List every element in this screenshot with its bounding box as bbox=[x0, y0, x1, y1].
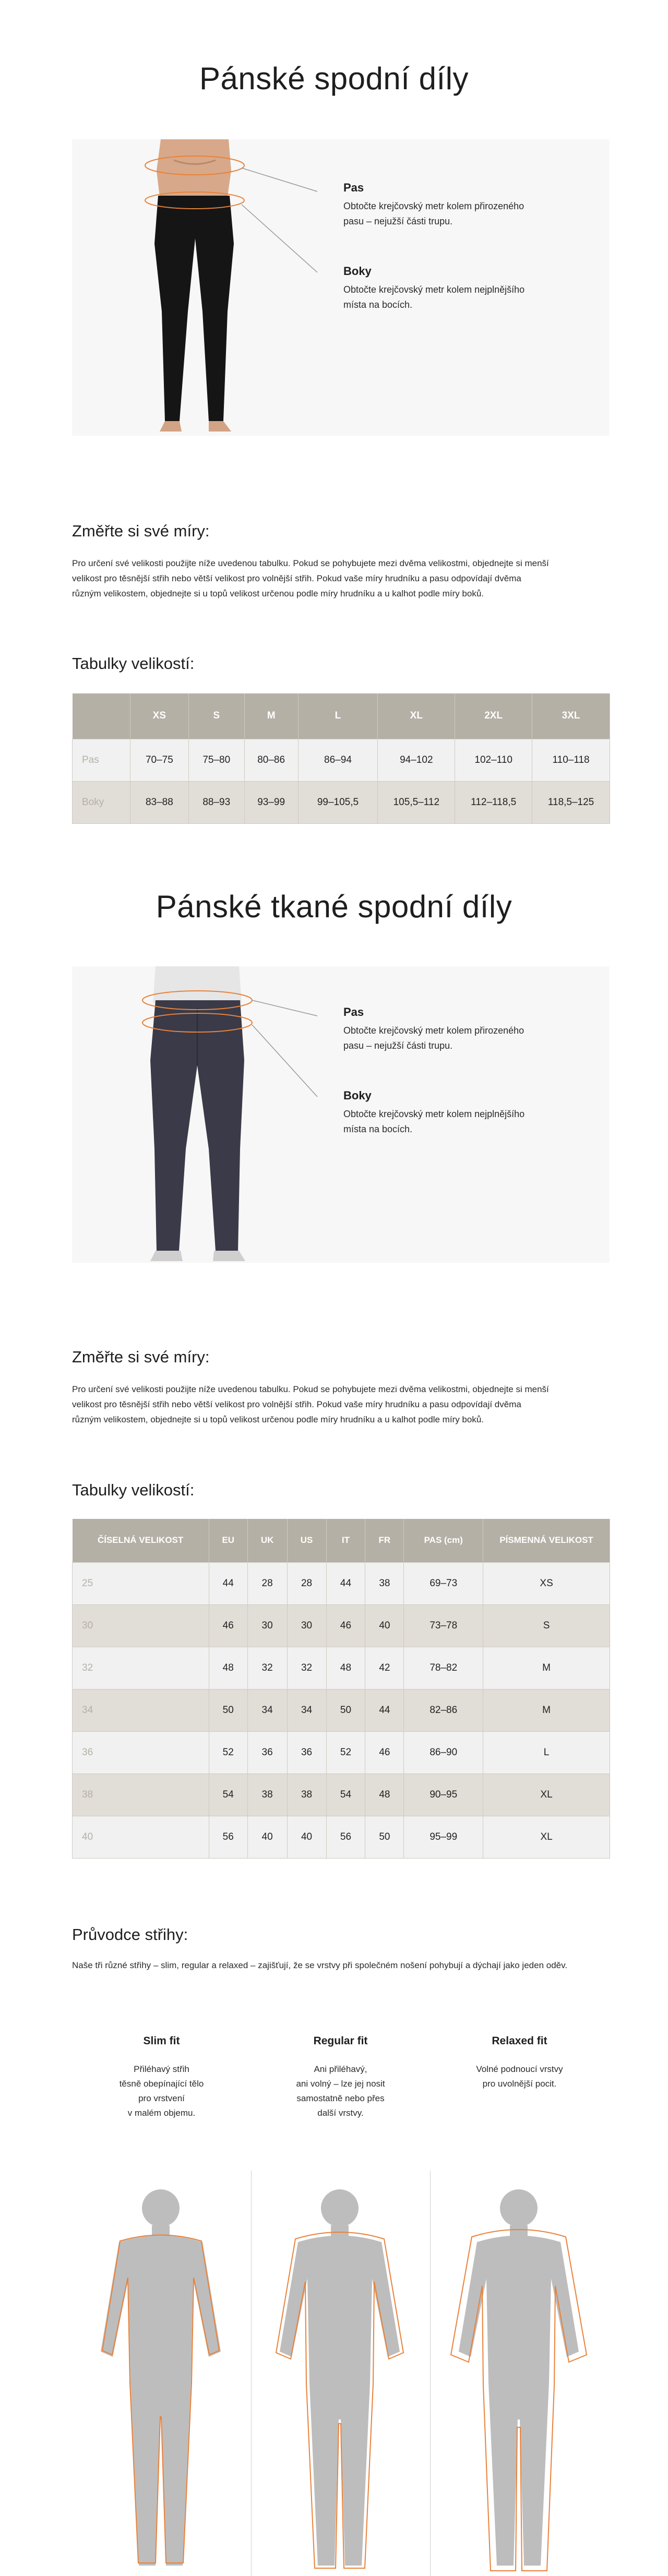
table-row-label: 38 bbox=[73, 1774, 209, 1816]
table-header-cell: 3XL bbox=[532, 693, 610, 739]
table-row-label: 40 bbox=[73, 1816, 209, 1858]
fit-silhouettes bbox=[72, 2179, 610, 2576]
callout-hips-title: Boky bbox=[343, 1089, 372, 1102]
table-row bbox=[73, 1562, 610, 1604]
table-row-label: Boky bbox=[73, 781, 130, 823]
table-cell: 56 bbox=[209, 1816, 247, 1858]
table-cell: 102–110 bbox=[455, 739, 532, 781]
size-tables-heading-2: Tabulky velikostí: bbox=[72, 1481, 195, 1499]
table-cell: 36 bbox=[287, 1731, 326, 1774]
table-cell: 90–95 bbox=[404, 1774, 483, 1816]
table-header-cell: IT bbox=[326, 1519, 365, 1562]
size-table-woven-bottoms bbox=[72, 1519, 610, 1859]
measure-text: Pro určení své velikosti použijte níže uvedenou tabulku. Pokud se pohybujete mezi dvěma velikostmi, objednejte si menší velikost pro těsnější střih nebo větší velikost pro volnější střih. Pokud vaše míry hrudníku a pasu odpovídají dvěma různým velikostem, objednejte si u topů velikost určenou podle míry hrudníku a u kalhot podle míry boků. bbox=[72, 558, 549, 598]
table-cell: 52 bbox=[326, 1731, 365, 1774]
table-cell: 40 bbox=[287, 1816, 326, 1858]
callout-hips bbox=[343, 265, 563, 313]
table-cell: 110–118 bbox=[532, 739, 610, 781]
table-cell: 93–99 bbox=[244, 781, 298, 823]
table-cell: XS bbox=[483, 1562, 610, 1604]
table-cell: 56 bbox=[326, 1816, 365, 1858]
regular-fit-silhouette bbox=[276, 2189, 403, 2568]
fit-slim-title: Slim fit bbox=[143, 2035, 180, 2047]
table-cell: 86–94 bbox=[298, 739, 378, 781]
measure-heading: Změřte si své míry: bbox=[72, 522, 210, 540]
table-cell: 38 bbox=[365, 1562, 404, 1604]
table-row-label: 36 bbox=[73, 1731, 209, 1774]
table-cell: S bbox=[483, 1604, 610, 1647]
table-row bbox=[73, 739, 610, 781]
table-cell: 52 bbox=[209, 1731, 247, 1774]
table-cell: 32 bbox=[287, 1647, 326, 1689]
table-cell: 94–102 bbox=[378, 739, 455, 781]
fit-relaxed-line: pro uvolnější pocit. bbox=[482, 2079, 557, 2089]
fit-relaxed-title: Relaxed fit bbox=[492, 2035, 547, 2047]
table-header-row bbox=[73, 1519, 610, 1562]
measure-text-2: Pro určení své velikosti použijte níže uvedenou tabulku. Pokud se pohybujete mezi dvěma velikostmi, objednejte si menší velikost pro těsnější střih nebo větší velikost pro volnější střih. Pokud vaše míry hrudníku a pasu odpovídají dvěma různým velikostem, objednejte si u topů velikost určenou podle míry hrudníku a u kalhot podle míry boků. bbox=[72, 1384, 549, 1424]
fit-slim bbox=[72, 2035, 251, 2120]
table-row bbox=[73, 781, 610, 823]
table-cell: L bbox=[483, 1731, 610, 1774]
fit-guide-heading: Průvodce střihy: bbox=[72, 1925, 188, 1944]
table-header-cell: XS bbox=[130, 693, 188, 739]
table-cell: 112–118,5 bbox=[455, 781, 532, 823]
table-row-label: 34 bbox=[73, 1689, 209, 1731]
table-header-cell: 2XL bbox=[455, 693, 532, 739]
table-cell: 70–75 bbox=[130, 739, 188, 781]
table-cell: 30 bbox=[287, 1604, 326, 1647]
relaxed-fit-silhouette bbox=[451, 2189, 587, 2571]
fit-slim-line: v malém objemu. bbox=[127, 2108, 196, 2118]
table-header-cell: EU bbox=[209, 1519, 247, 1562]
table-cell: 73–78 bbox=[404, 1604, 483, 1647]
callout-hips-title: Boky bbox=[343, 265, 372, 278]
table-cell: 105,5–112 bbox=[378, 781, 455, 823]
fit-slim-line: těsně obepínající tělo bbox=[119, 2079, 204, 2089]
table-cell: 48 bbox=[209, 1647, 247, 1689]
table-row bbox=[73, 1731, 610, 1774]
table-cell: XL bbox=[483, 1816, 610, 1858]
table-cell: M bbox=[483, 1647, 610, 1689]
slim-fit-silhouette bbox=[101, 2189, 221, 2566]
fit-guide-columns bbox=[72, 2035, 610, 2576]
table-cell: 44 bbox=[326, 1562, 365, 1604]
table-cell: 28 bbox=[247, 1562, 287, 1604]
fit-guide-text: Naše tři různé střihy – slim, regular a relaxed – zajišťují, že se vrstvy při společném nošení pohybují a dýchají jako jeden oděv. bbox=[72, 1960, 568, 1970]
table-cell: 69–73 bbox=[404, 1562, 483, 1604]
table-row bbox=[73, 1774, 610, 1816]
table-row-label: Pas bbox=[73, 739, 130, 781]
table-cell: 86–90 bbox=[404, 1731, 483, 1774]
section-title-bottoms: Pánské spodní díly bbox=[199, 61, 469, 96]
table-header-cell bbox=[73, 693, 130, 739]
table-cell: 30 bbox=[247, 1604, 287, 1647]
table-cell: 46 bbox=[326, 1604, 365, 1647]
section-title-woven-bottoms: Pánské tkané spodní díly bbox=[156, 889, 512, 924]
table-header-cell: US bbox=[287, 1519, 326, 1562]
leggings-figure bbox=[72, 139, 610, 436]
table-cell: 78–82 bbox=[404, 1647, 483, 1689]
table-cell: 34 bbox=[247, 1689, 287, 1731]
table-header-cell: FR bbox=[365, 1519, 404, 1562]
callout-waist-2 bbox=[343, 1005, 563, 1053]
table-cell: 34 bbox=[287, 1689, 326, 1731]
table-header-cell: L bbox=[298, 693, 378, 739]
table-cell: 48 bbox=[365, 1774, 404, 1816]
callout-waist-text: Obtočte krejčovský metr kolem přirozeného pasu – nejužší části trupu. bbox=[343, 201, 524, 226]
table-cell: 38 bbox=[287, 1774, 326, 1816]
table-cell: 50 bbox=[365, 1816, 404, 1858]
callout-hips-text: Obtočte krejčovský metr kolem nejplnějšího místa na bocích. bbox=[343, 284, 525, 310]
table-cell: 75–80 bbox=[188, 739, 244, 781]
table-cell: 44 bbox=[209, 1562, 247, 1604]
table-cell: 50 bbox=[326, 1689, 365, 1731]
table-header-cell: XL bbox=[378, 693, 455, 739]
callout-hips-2 bbox=[343, 1089, 563, 1137]
table-header-cell: UK bbox=[247, 1519, 287, 1562]
fit-relaxed-line: Volné podnoucí vrstvy bbox=[476, 2064, 563, 2074]
table-row-label: 25 bbox=[73, 1562, 209, 1604]
table-row-label: 32 bbox=[73, 1647, 209, 1689]
fit-regular-line: další vrstvy. bbox=[317, 2108, 364, 2118]
table-cell: 80–86 bbox=[244, 739, 298, 781]
callout-waist-text: Obtočte krejčovský metr kolem přirozeného pasu – nejužší části trupu. bbox=[343, 1025, 524, 1051]
fit-regular-line: samostatně nebo přes bbox=[296, 2093, 385, 2103]
table-cell: 32 bbox=[247, 1647, 287, 1689]
table-cell: 50 bbox=[209, 1689, 247, 1731]
measure-heading-2: Změřte si své míry: bbox=[72, 1348, 210, 1366]
table-cell: 48 bbox=[326, 1647, 365, 1689]
table-cell: 118,5–125 bbox=[532, 781, 610, 823]
table-cell: 46 bbox=[209, 1604, 247, 1647]
table-header-cell: PAS (cm) bbox=[404, 1519, 483, 1562]
table-cell: 46 bbox=[365, 1731, 404, 1774]
table-cell: 54 bbox=[209, 1774, 247, 1816]
table-cell: 83–88 bbox=[130, 781, 188, 823]
callout-hips-text: Obtočte krejčovský metr kolem nejplnějšího místa na bocích. bbox=[343, 1109, 525, 1134]
callout-waist-title: Pas bbox=[343, 1005, 364, 1019]
table-cell: 36 bbox=[247, 1731, 287, 1774]
size-tables-heading: Tabulky velikostí: bbox=[72, 654, 195, 673]
fit-relaxed bbox=[430, 2035, 609, 2091]
table-cell: 28 bbox=[287, 1562, 326, 1604]
table-header-cell: S bbox=[188, 693, 244, 739]
table-cell: 99–105,5 bbox=[298, 781, 378, 823]
fit-slim-line: pro vrstvení bbox=[138, 2093, 185, 2103]
table-cell: 40 bbox=[365, 1604, 404, 1647]
table-cell: 44 bbox=[365, 1689, 404, 1731]
trousers-figure bbox=[72, 966, 610, 1263]
fit-slim-line: Přiléhavý střih bbox=[134, 2064, 189, 2074]
table-header-cell: PÍSMENNÁ VELIKOST bbox=[483, 1519, 610, 1562]
fit-regular-title: Regular fit bbox=[313, 2035, 368, 2047]
callout-waist-title: Pas bbox=[343, 181, 364, 194]
fit-regular-line: ani volný – lze jej nosit bbox=[296, 2079, 385, 2089]
table-cell: XL bbox=[483, 1774, 610, 1816]
size-table-bottoms bbox=[72, 693, 610, 824]
table-cell: 42 bbox=[365, 1647, 404, 1689]
callout-waist bbox=[343, 181, 563, 229]
table-cell: 40 bbox=[247, 1816, 287, 1858]
table-header-row bbox=[73, 693, 610, 739]
table-header-cell: M bbox=[244, 693, 298, 739]
table-cell: M bbox=[483, 1689, 610, 1731]
size-table-2-wrap bbox=[0, 1519, 610, 1859]
table-row bbox=[73, 1816, 610, 1858]
fit-regular-line: Ani přiléhavý, bbox=[314, 2064, 367, 2074]
table-cell: 88–93 bbox=[188, 781, 244, 823]
table-row bbox=[73, 1689, 610, 1731]
table-header-cell: ČÍSELNÁ VELIKOST bbox=[73, 1519, 209, 1562]
table-row bbox=[73, 1604, 610, 1647]
table-row-label: 30 bbox=[73, 1604, 209, 1647]
table-row bbox=[73, 1647, 610, 1689]
table-cell: 82–86 bbox=[404, 1689, 483, 1731]
table-cell: 54 bbox=[326, 1774, 365, 1816]
table-cell: 95–99 bbox=[404, 1816, 483, 1858]
table-cell: 38 bbox=[247, 1774, 287, 1816]
size-table-1-wrap bbox=[0, 693, 610, 824]
fit-regular bbox=[251, 2035, 430, 2120]
